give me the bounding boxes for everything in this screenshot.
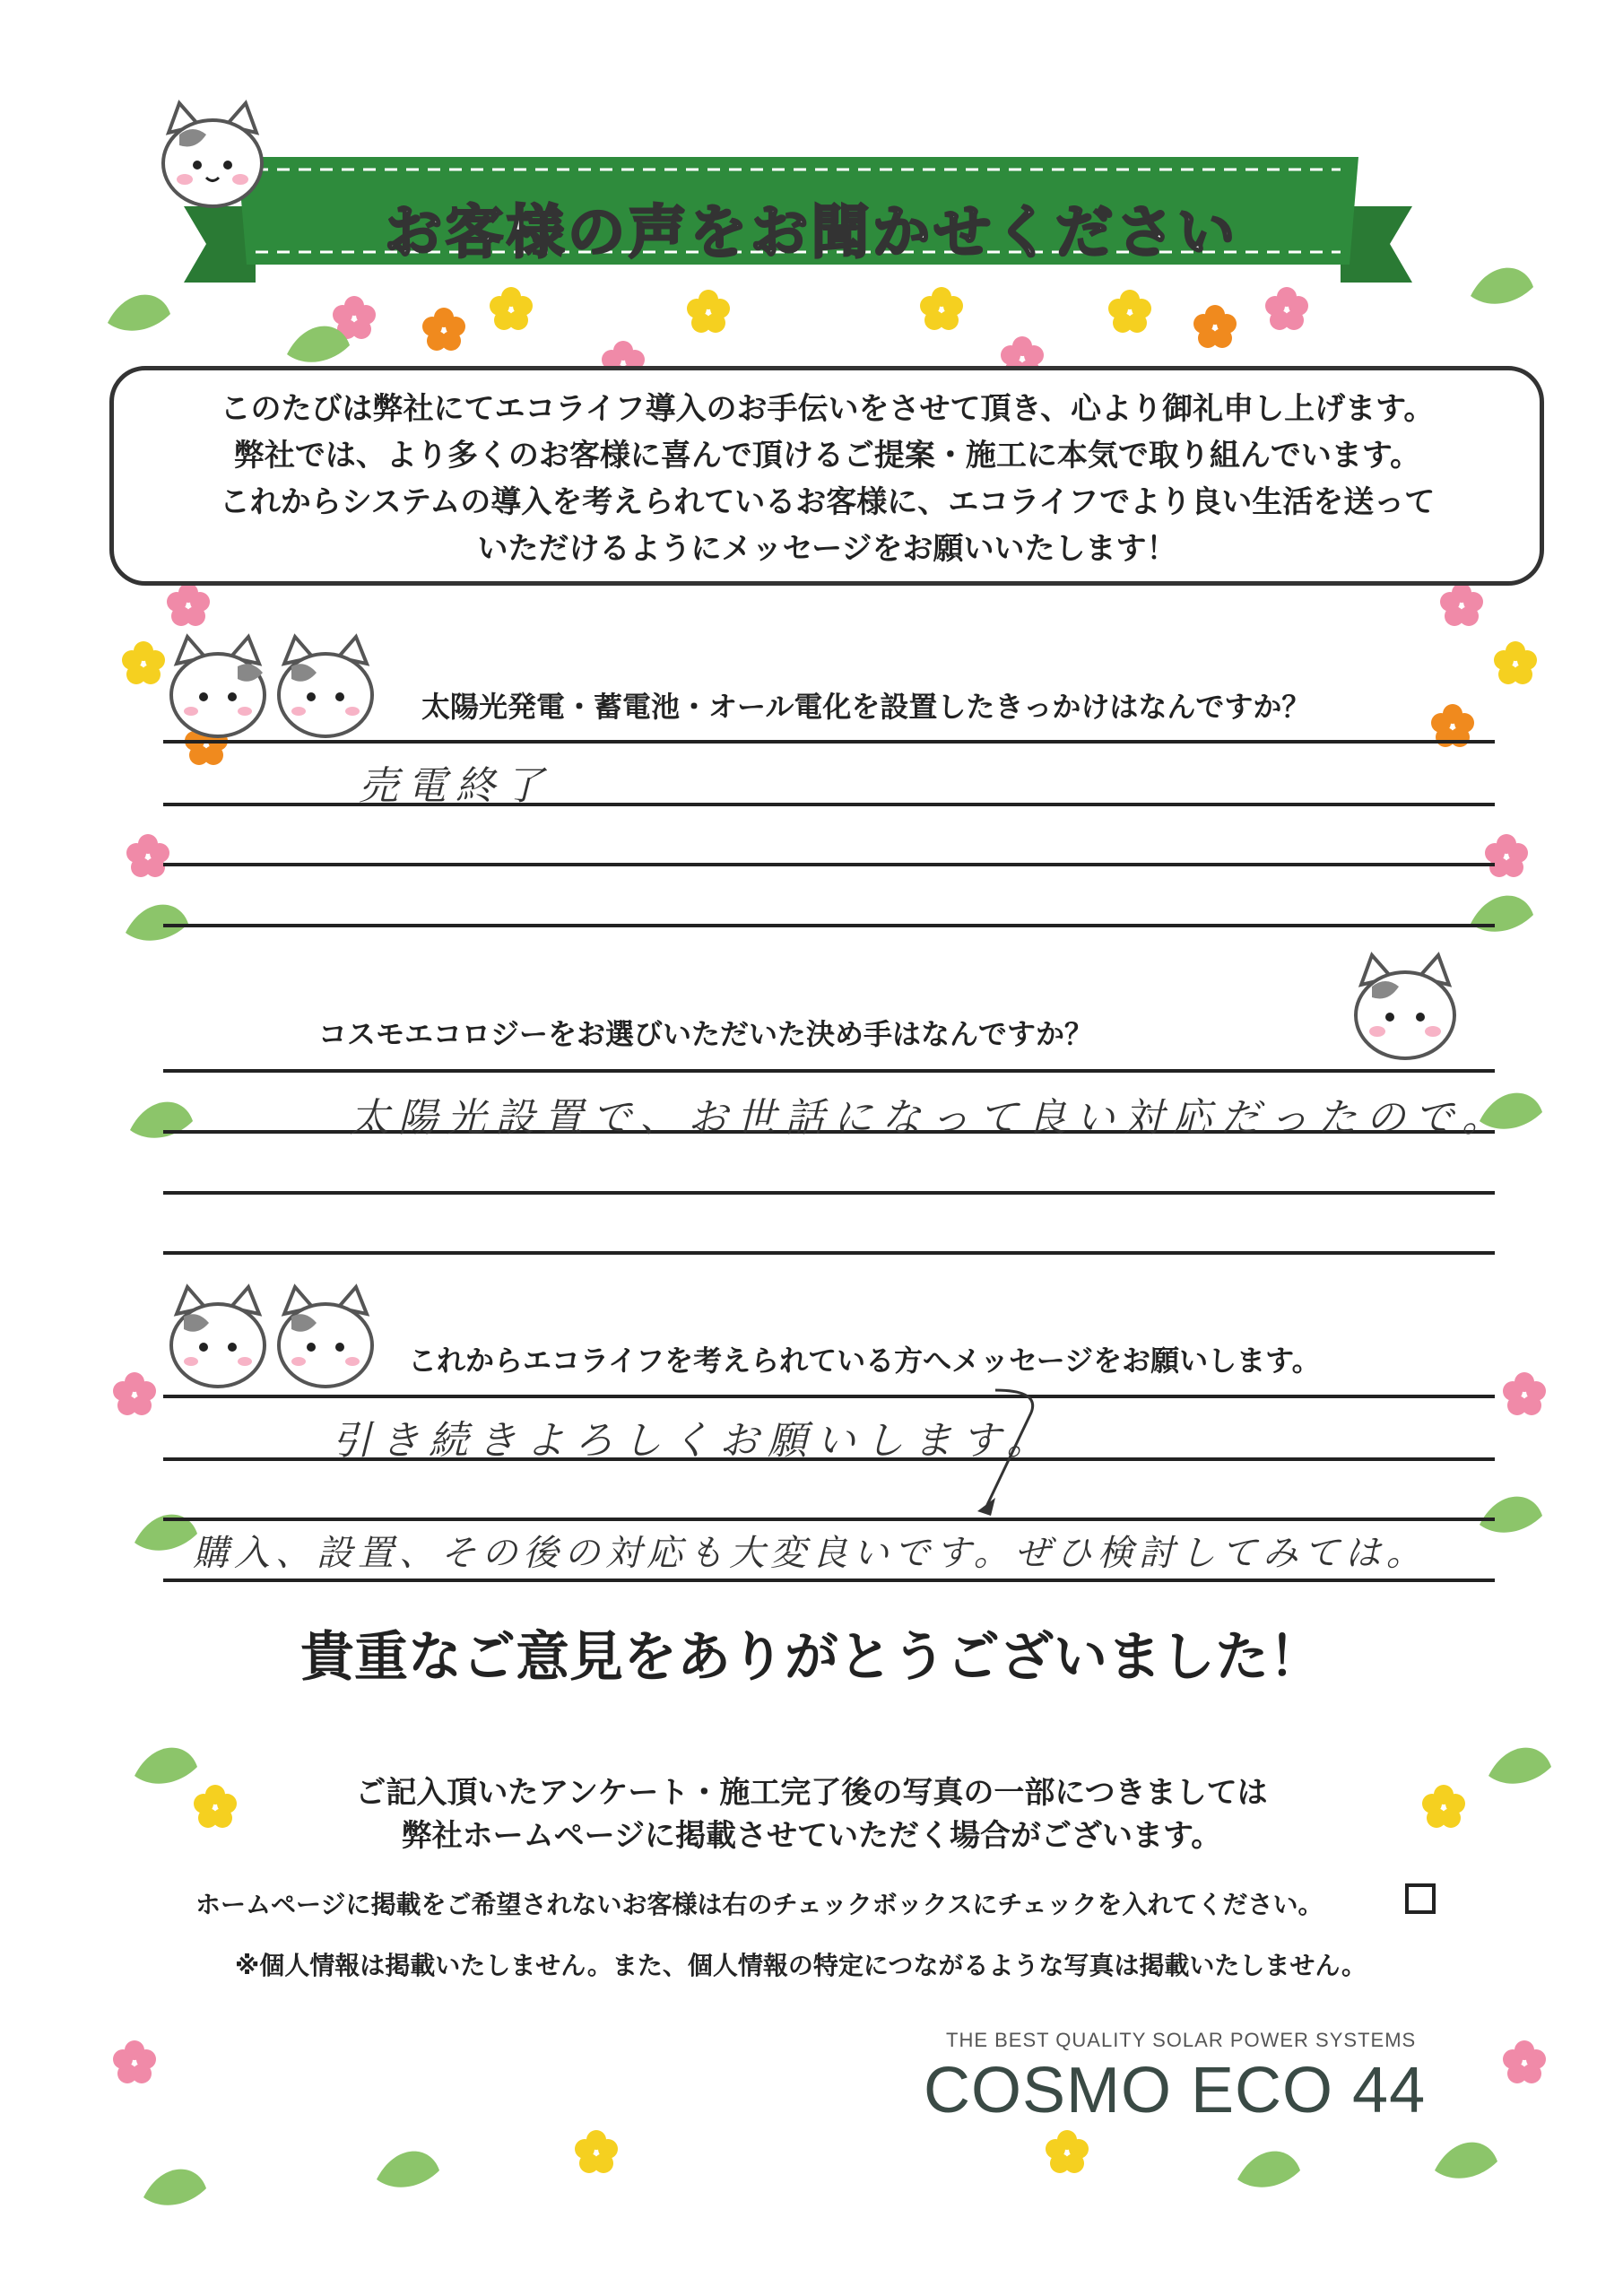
answer-line bbox=[163, 1251, 1495, 1255]
intro-line: これからシステムの導入を考えられているお客様に、エコライフでより良い生活を送って bbox=[219, 484, 1436, 520]
answer-line bbox=[163, 1069, 1495, 1073]
notice-text bbox=[0, 1771, 1623, 1857]
logo-name: COSMO ECO bbox=[924, 2055, 1334, 2126]
answer-3-text: 引き続きよろしくお願いします。 bbox=[332, 1418, 1055, 1464]
privacy-note: ※個人情報は掲載いたしません。また、個人情報の特定につながるような写真は掲載いたしません。 bbox=[235, 1951, 1367, 1980]
thanks-message: 貴重なご意見をありがとうございました！ bbox=[300, 1626, 1323, 1689]
question-2-label: コスモエコロジーをお選びいただいた決め手はなんですか？ bbox=[318, 1017, 1094, 1051]
opt-out-text: ホームページに掲載をご希望されないお客様は右のチェックボックスにチェックを入れてください。 bbox=[195, 1890, 1324, 1919]
intro-line: このたびは弊社にてエコライフ導入のお手伝いをさせて頂き、心より御礼申し上げます。 bbox=[220, 391, 1435, 427]
cat-pair-icon bbox=[166, 632, 381, 749]
answer-1-text: 売電終了 bbox=[359, 763, 552, 809]
arrow-icon bbox=[968, 1386, 1049, 1520]
intro-text bbox=[135, 386, 1520, 572]
notice-line: 弊社ホームページに掲載させていただく場合がございます。 bbox=[401, 1818, 1222, 1854]
intro-line: いただけるようにメッセージをお願いいたします！ bbox=[477, 531, 1177, 567]
notice-line: ご記入頂いたアンケート・施工完了後の写真の一部につきましては bbox=[355, 1775, 1268, 1811]
answer-line bbox=[163, 1191, 1495, 1195]
answer-line bbox=[163, 924, 1495, 927]
cat-mascot-icon bbox=[152, 99, 273, 220]
question-1-label: 太陽光発電・蓄電池・オール電化を設置したきっかけはなんですか？ bbox=[421, 690, 1311, 724]
answer-line bbox=[163, 740, 1495, 744]
answer-line bbox=[163, 1395, 1495, 1398]
page-title: お客様の声をお聞かせください bbox=[385, 200, 1238, 266]
question-3-label: これからエコライフを考えられている方へメッセージをお願いします。 bbox=[408, 1344, 1321, 1378]
intro-line: 弊社では、より多くのお客様に喜んで頂けるご提案・施工に本気で取り組んでいます。 bbox=[233, 438, 1421, 474]
answer-line bbox=[163, 1518, 1495, 1521]
opt-out-checkbox[interactable] bbox=[1405, 1883, 1436, 1914]
logo-tagline: THE BEST QUALITY SOLAR POWER SYSTEMS bbox=[946, 2029, 1417, 2051]
cat-pair-icon bbox=[166, 1283, 381, 1399]
logo-number: 44 bbox=[1352, 2055, 1427, 2126]
answer-2-text: 太陽光設置で、お世話になって良い対応だったので。 bbox=[350, 1095, 1511, 1141]
answer-3-text-continued: 購入、設置、その後の対応も大変良いです。ぜひ検討してみては。 bbox=[193, 1533, 1428, 1574]
company-logo bbox=[924, 2054, 1426, 2127]
cat-mascot-icon bbox=[1345, 951, 1466, 1072]
answer-line bbox=[163, 863, 1495, 866]
answer-line bbox=[163, 1578, 1495, 1582]
